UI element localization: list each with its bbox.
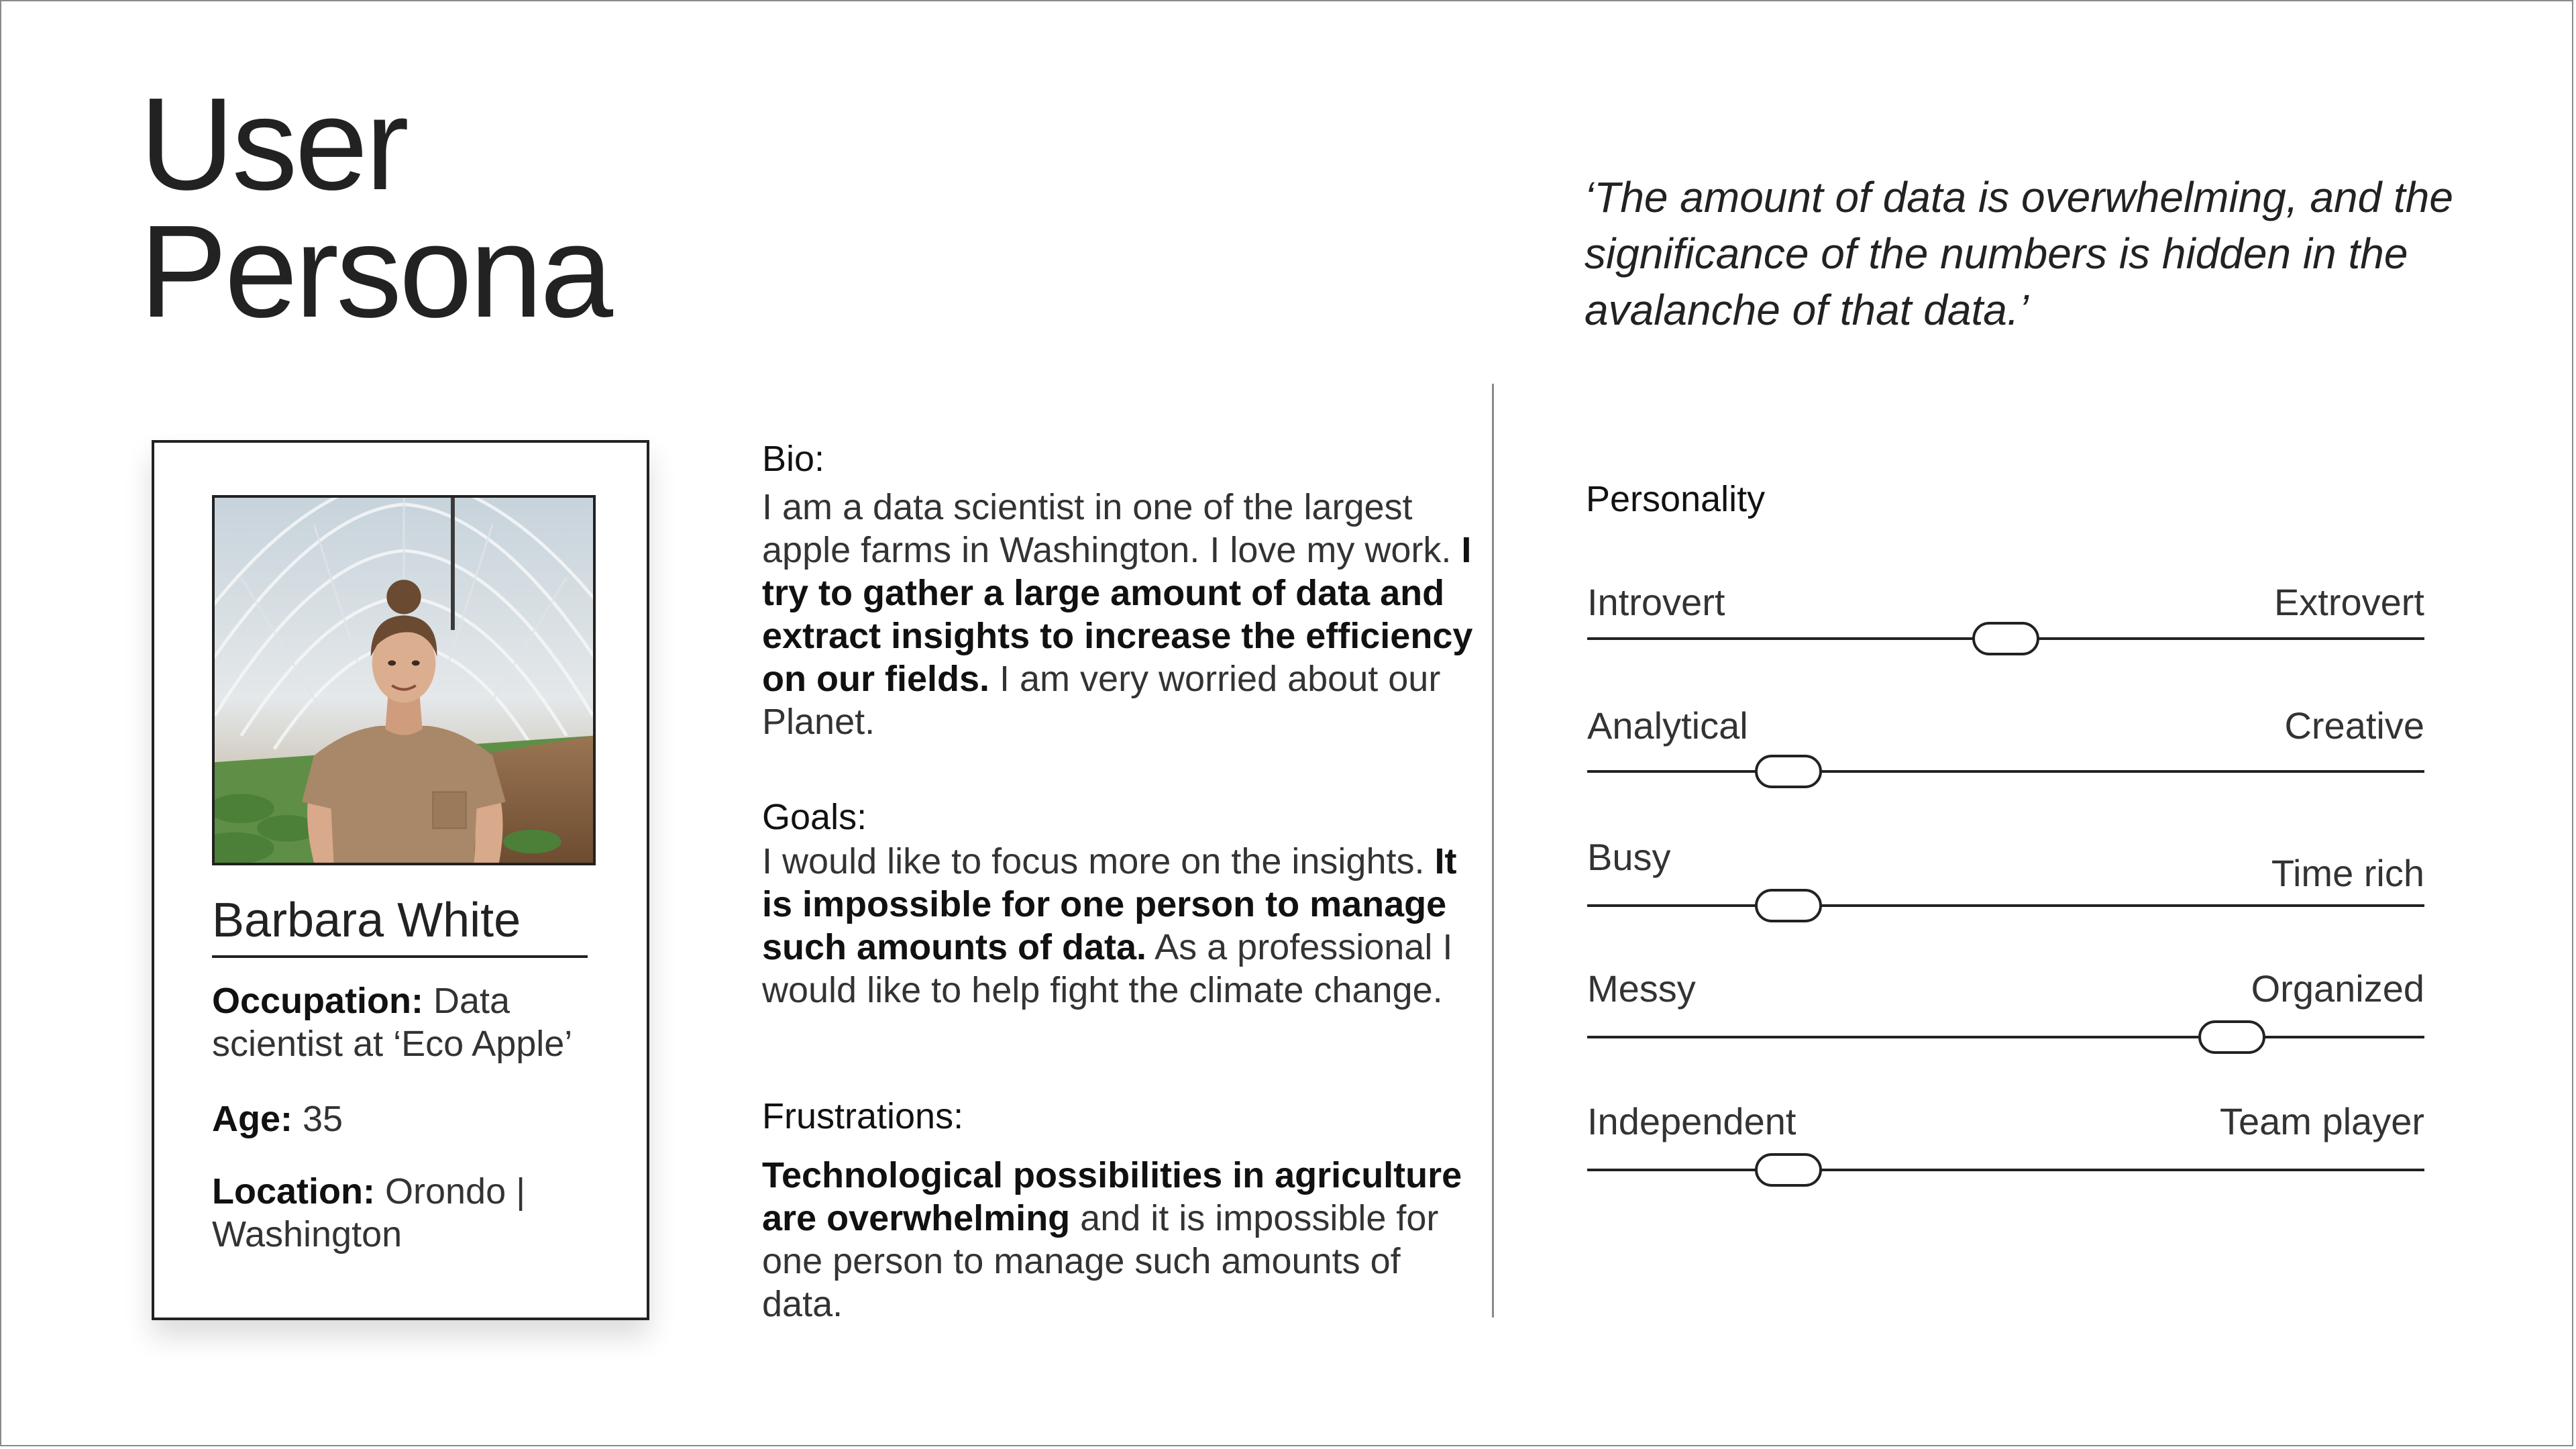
- persona-name: Barbara White: [212, 891, 588, 958]
- occupation-value: Data scientist at ‘Eco Apple’: [212, 981, 573, 1064]
- bio-text: [762, 486, 1473, 743]
- trait-slider-busy: [1587, 836, 2424, 916]
- column-divider: [1492, 384, 1494, 1318]
- trait-track: [1587, 904, 2424, 907]
- age-label: Age:: [212, 1099, 292, 1139]
- occupation: [212, 979, 588, 1065]
- trait-slider-analytical: [1587, 704, 2424, 785]
- trait-slider-knob[interactable]: [1972, 622, 2039, 655]
- trait-slider-knob[interactable]: [1755, 889, 1822, 922]
- goals-text-2: As a professional I would like to help fight the climate change.: [762, 927, 1453, 1010]
- trait-slider-introvert: [1587, 581, 2424, 661]
- location: [212, 1170, 588, 1256]
- location-label: Location:: [212, 1171, 375, 1212]
- trait-track: [1587, 770, 2424, 773]
- trait-left-label: Independent: [1587, 1100, 1796, 1142]
- trait-right-label: Organized: [2251, 967, 2424, 1010]
- page-title: [140, 70, 611, 345]
- bio-text-1: I am a data scientist in one of the largest apple farms in Washington. I love my work.: [762, 487, 1462, 570]
- trait-slider-messy: [1587, 967, 2424, 1048]
- trait-left-label: Analytical: [1587, 704, 1748, 747]
- personality-label: Personality: [1586, 479, 1766, 519]
- trait-right-label: Time rich: [2271, 852, 2424, 894]
- age-value: 35: [292, 1099, 343, 1139]
- trait-track: [1587, 1036, 2424, 1038]
- title-line-1: User: [140, 70, 407, 217]
- trait-left-label: Messy: [1587, 967, 1696, 1010]
- trait-left-label: Introvert: [1587, 581, 1725, 623]
- goals-text-1: I would like to focus more on the insights.: [762, 841, 1435, 881]
- frustrations-text-bold: Technological possibilities in agriculture are overwhelming: [762, 1155, 1462, 1238]
- trait-slider-knob[interactable]: [2198, 1020, 2265, 1054]
- trait-left-label: Busy: [1587, 836, 1671, 878]
- trait-slider-independent: [1587, 1100, 2424, 1181]
- trait-slider-knob[interactable]: [1755, 755, 1822, 788]
- trait-slider-knob[interactable]: [1755, 1153, 1822, 1187]
- frustrations-label: Frustrations:: [762, 1096, 964, 1136]
- title-line-2: Persona: [140, 198, 611, 345]
- trait-right-label: Creative: [2284, 704, 2424, 747]
- trait-right-label: Extrovert: [2273, 581, 2424, 623]
- profile-card: [152, 440, 649, 1320]
- occupation-label: Occupation:: [212, 981, 424, 1021]
- goals-text: [762, 840, 1473, 1012]
- goals-text-bold: It is impossible for one person to manage such amounts of data.: [762, 841, 1457, 967]
- persona-quote: ‘The amount of data is overwhelming, and the significance of the numbers is hidden in the avalanche of that data.’: [1585, 173, 2453, 334]
- trait-track: [1587, 1169, 2424, 1171]
- profile-photo: [212, 495, 596, 865]
- bio-label: Bio:: [762, 439, 825, 479]
- bio-text-2: I am very worried about our Planet.: [762, 659, 1441, 742]
- frustrations-text: [762, 1154, 1473, 1326]
- frustrations-text-2: and it is impossible for one person to manage such amounts of data.: [762, 1198, 1439, 1324]
- location-value: Orondo | Washington: [212, 1171, 526, 1254]
- trait-right-label: Team player: [2219, 1100, 2424, 1142]
- goals-label: Goals:: [762, 797, 867, 837]
- person-photo-icon: [215, 498, 593, 863]
- bio-text-bold: I try to gather a large amount of data and extract insights to increase the efficiency on our fields.: [762, 530, 1473, 699]
- age: [212, 1097, 588, 1140]
